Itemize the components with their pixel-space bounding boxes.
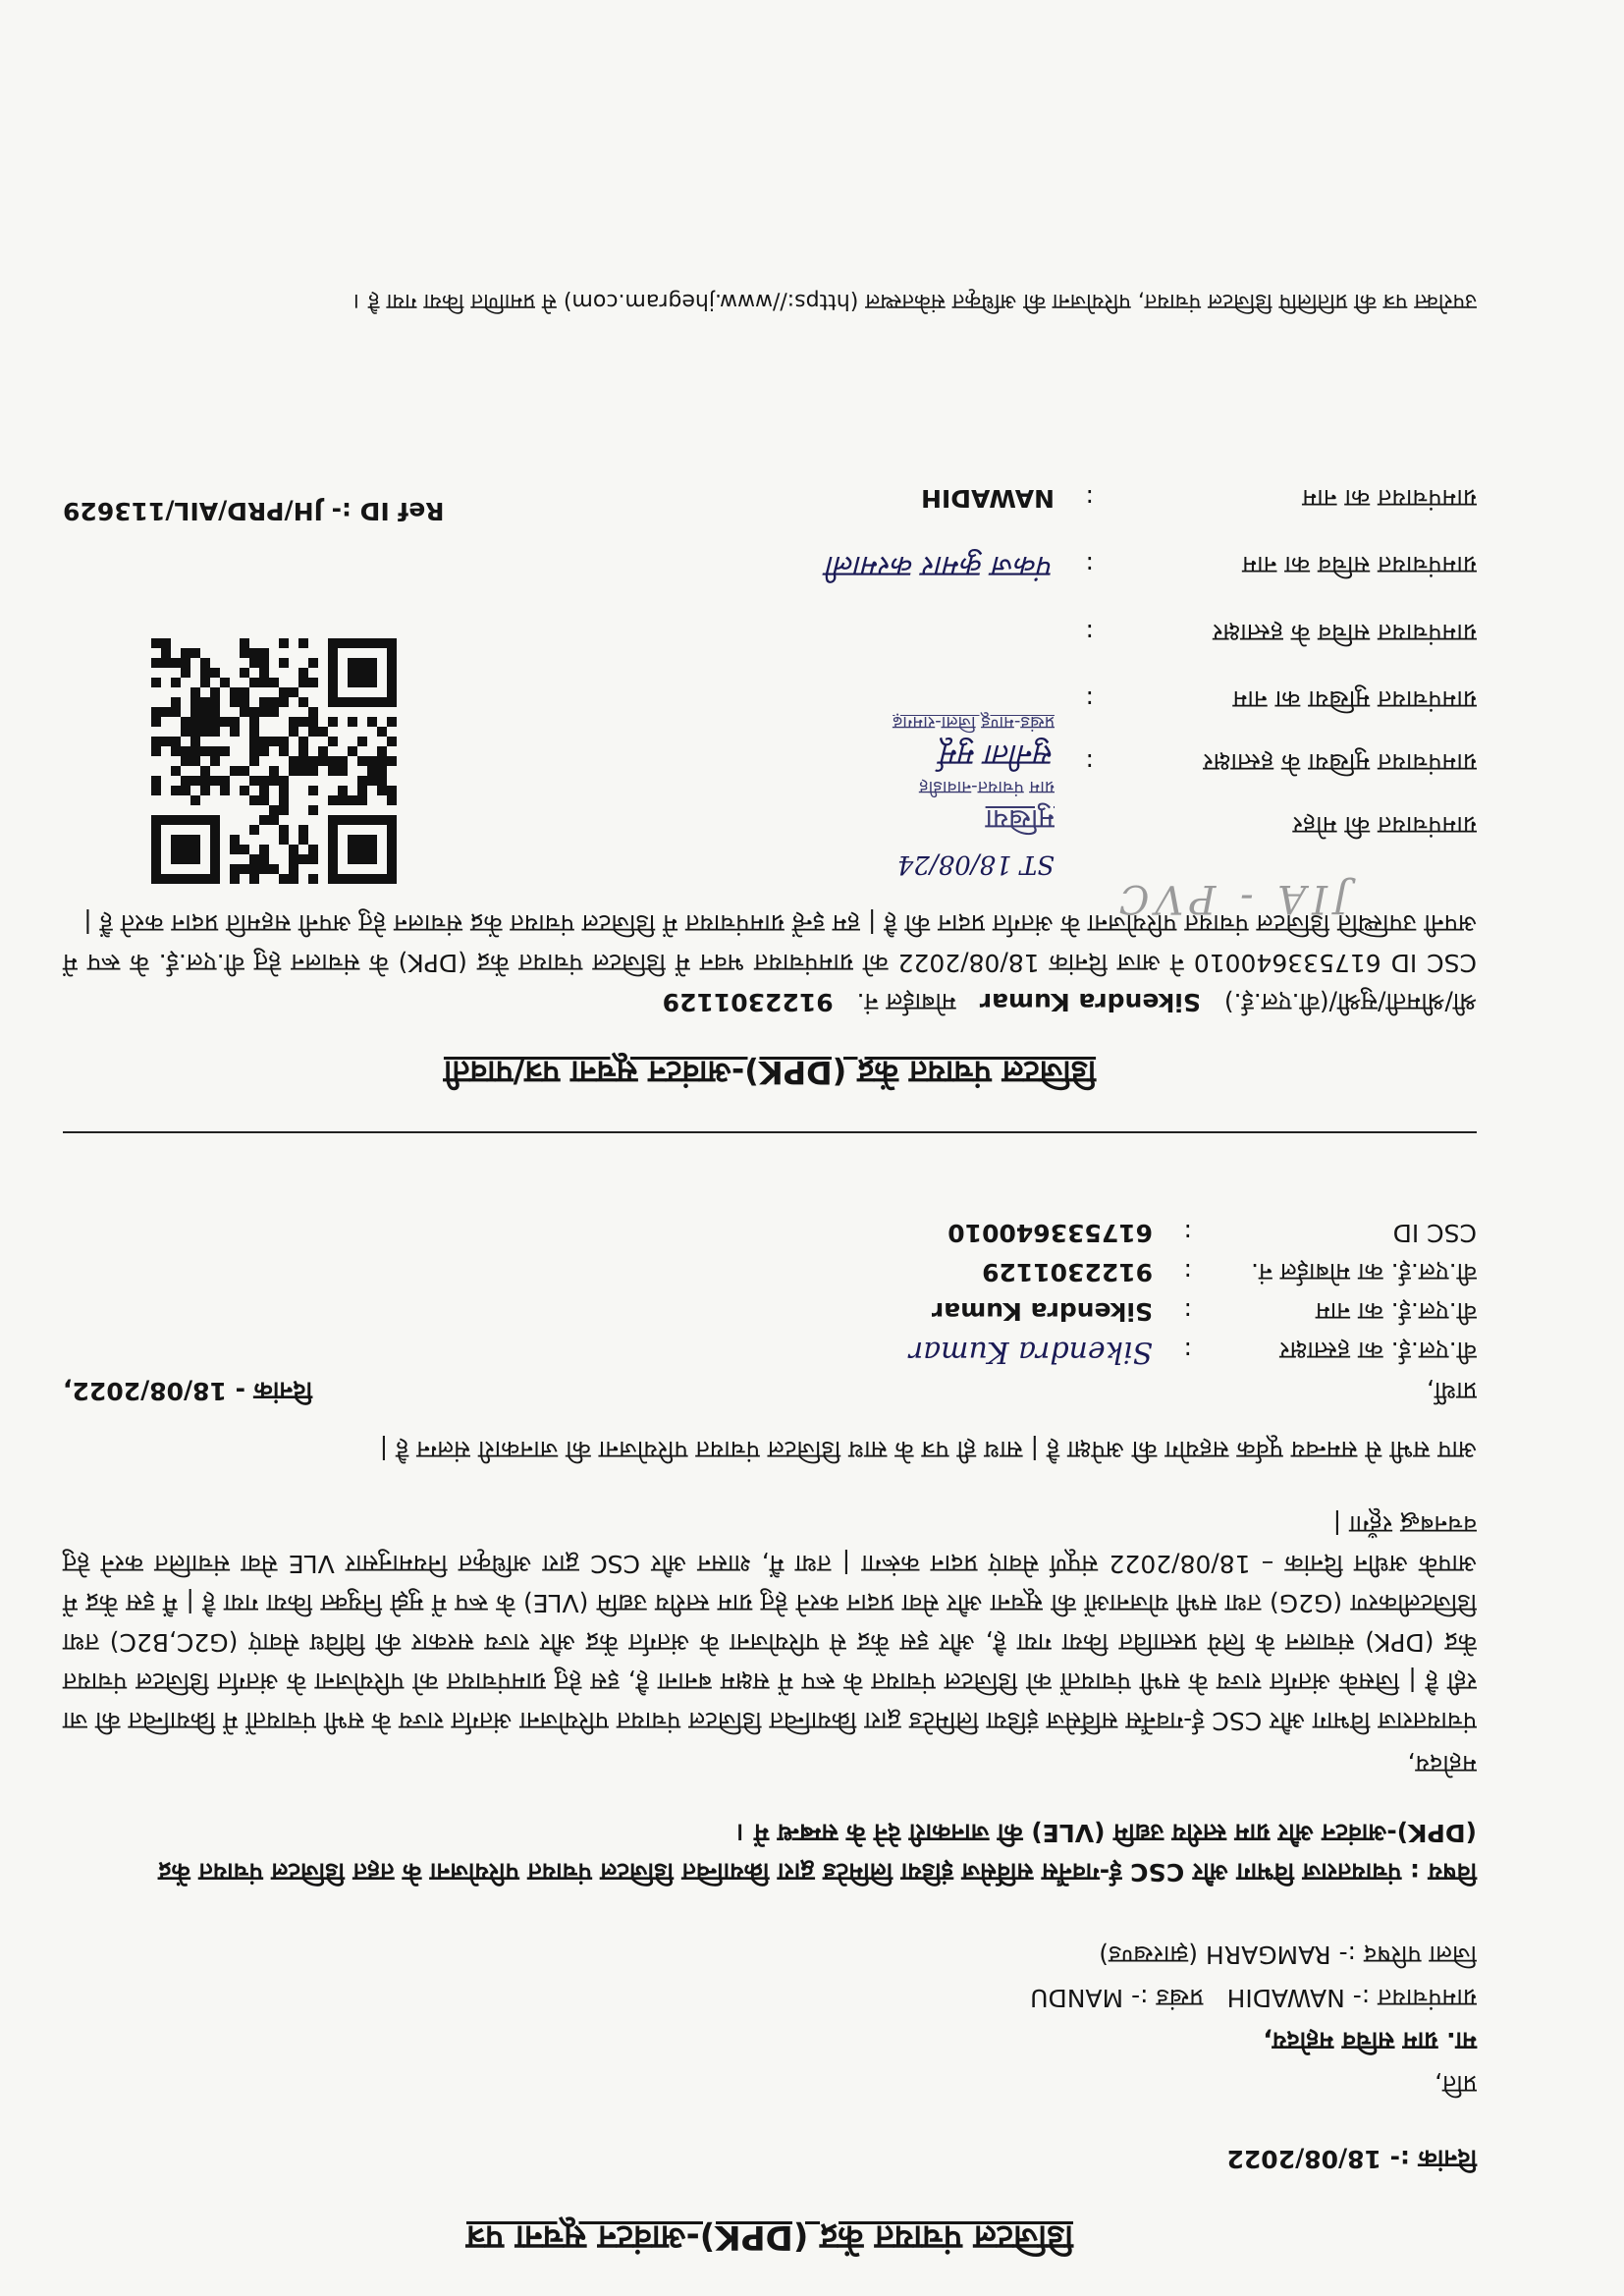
applicant-label: प्रार्थी,: [1426, 1377, 1477, 1405]
head-name-label: ग्रामपंचायत मुखिया का नाम: [1232, 685, 1477, 714]
vle-signature: Sikendra Kumar: [908, 1335, 1153, 1369]
vle-signature-block: [63, 1155, 1477, 1410]
acceptance-title: डिजिटल पंचायत केंद्र (DPK)-आवंटन सूचना पत्र/पावती: [443, 1054, 1097, 1091]
ref-id: Ref ID :- JH/PRD/AIL/113629: [63, 497, 445, 525]
vle-mobile-row: वी.एल.ई. का मोबाईल नं. : 9122301129: [888, 1252, 1477, 1291]
acceptance-body: CSC ID 617533640010 ने आज दिनांक 18/08/2022 को ग्रामपंचायत भवन में डिजिटल पंचायत केंद्र (DPK) के संचालन हेतु वी.एल.ई. के रूप में अपनी उपस्थिति डिजिटल पंचायत परियोजना के अंतर्गत प्रदान की है | हम इन्हें ग्रामपंचायत में डिजिटल पंचायत केंद्र संचालन हेतु अपनी सहमति प्रदान करते हैं |: [63, 909, 1477, 977]
secretary-sign-label: ग्रामपंचायत सचिव के हस्ताक्षर: [1213, 619, 1477, 647]
vle-signature-row: वी.एल.ई. का हस्ताक्षर : Sikendra Kumar: [888, 1331, 1477, 1371]
secretary-name: पंकज कुमार करमाली: [827, 549, 1055, 583]
qr-code: [151, 627, 397, 884]
vle-mobile: 9122301129: [982, 1258, 1153, 1286]
body-paragraph-1: पंचायतराज विभाग और CSC ई-गवर्नेंस सर्विसेज इंडिया लिमिटेड द्वारा क्रियान्वित डिजिटल पंचायत परियोजना अंतर्गत राज्य के सभी पंचायतों में क्रियान्वित की जा रही है | जिसके अंतर्गत राज्य के सभी पंचायतों को डिजिटल पंचायत के रूप में सक्षम बनाना है, इस हेतु ग्रामपंचायत को परियोजना के अंतर्गत डिजिटल पंचायत केंद्र (DPK) संचालन के लिये प्रस्तावित किया गया है, और इस केंद्र से परियोजना के अंतर्गत केंद्र और राज्य सरकार की विविध सेवाएं (G2C,B2C) तथा डिजिटलीकरण (G2G) तथा सभी योजनाओं की सूचना और सेवा प्रदान करने हेतु ग्राम स्तरीय उद्यमि (VLE) के रूप में मुझे नियुक्त किया गया है | मैं इस केंद्र में आपके अधीन दिनांक – 18/08/2022 संपूर्ण सेवाएं प्रदान करूंगा | तथा मैं, शासन और CSC द्वारा अधिकृत नियमानुसार VLE सेवा संचालित करने हेतु वचनबद्ध रहूँगा |: [63, 1510, 1477, 1735]
stamp-line-2: प्रखंड-माण्डू जिला-रामगढ़: [893, 712, 1055, 733]
applicant-date: दिनांक - 18/08/2022,: [63, 1377, 313, 1405]
stamp-signature: सुनीता मुर्मू: [942, 738, 1055, 772]
mukhiya-stamp: [701, 589, 1055, 884]
letter-subject: विषय : पंचायतराज विभाग और CSC ई-गवर्नेंस सर्विसेज इंडिया लिमिटेड द्वारा क्रियान्वित डिजिटल पंचायत परियोजना के तहत डिजिटल पंचायत केंद्र (DPK)-आवंटन और ग्राम स्तरीय उद्यमि (VLE) की जानकारी देने के सम्बन्ध में ।: [158, 1819, 1477, 1886]
secretary-name-row: ग्रामपंचायत सचिव का नाम : पंकज कुमार करमाली: [593, 545, 1477, 585]
stamp-line-1: ग्राम पंचायत-नावाडीह: [919, 777, 1055, 797]
address-block: [63, 1935, 1477, 2104]
head-sign-label: ग्रामपंचायत मुखिया के हस्ताक्षर: [1203, 748, 1477, 777]
acceptance-vle-line: [63, 982, 1477, 1021]
vle-sign-label: वी.एल.ई. का हस्ताक्षर: [1279, 1337, 1477, 1365]
panchayat-block-line: [63, 1978, 1477, 2017]
vle-mobile-label: वी.एल.ई. का मोबाईल नं.: [1250, 1258, 1477, 1286]
panchayat-name-label: ग्रामपंचायत का नाम: [1302, 484, 1477, 513]
pencil-note: JIA - PVC: [1112, 876, 1349, 921]
acceptance-prefix: श्री/श्रीमती/सुश्री/(वी.एल.ई.): [1223, 988, 1477, 1016]
vle-details: [888, 1213, 1477, 1410]
letter-date: दिनांक :- 18/08/2022: [1226, 2145, 1477, 2173]
secretary-sign-row: ग्रामपंचायत सचिव के हस्ताक्षर :: [593, 613, 1477, 652]
panchayat-name-row: ग्रामपंचायत का नाम : NAWADIH: [593, 478, 1477, 518]
panchayat-approval-block: [63, 334, 1477, 884]
head-sign-row: ग्रामपंचायत मुखिया के हस्ताक्षर :: [593, 742, 1477, 782]
vle-name-label: वी.एल.ई. का नाम: [1315, 1297, 1477, 1326]
panchayat-label: ग्रामपंचायत :- NAWADIH: [1226, 1984, 1477, 2012]
salutation: महोदय,: [1407, 1750, 1477, 1778]
addressee: मा. ग्राम सचिव महोदय,: [1263, 2027, 1477, 2055]
head-name-row: ग्रामपंचायत मुखिया का नाम :: [593, 680, 1477, 719]
letter-content: [63, 281, 1477, 2257]
csc-id-row: CSC ID : 617533640010: [888, 1213, 1477, 1252]
seal-label: ग्रामपंचायत की मोहर: [1292, 811, 1477, 840]
stamp-title: मुखिया: [985, 803, 1055, 836]
acceptance-mobile-label: मोबाईल नं.: [856, 988, 956, 1016]
letter-title: डिजिटल पंचायत केंद्र (DPK)-आवंटन सूचना पत्र: [465, 2217, 1074, 2257]
secretary-name-label: ग्रामपंचायत सचिव का नाम: [1242, 551, 1477, 579]
footer-note: उपरोक्त पत्र की प्रतिलिपि डिजिटल पंचायत, परियोजना की अधिकृत संकेतस्थल (https://www.jhegram.com) से प्रमाणित किया गया है ।: [352, 289, 1477, 313]
address-to: प्रति,: [1435, 2070, 1477, 2099]
vle-name-row: वी.एल.ई. का नाम : Sikendra Kumar: [888, 1291, 1477, 1331]
vle-name: Sikendra Kumar: [931, 1297, 1153, 1326]
acceptance-vle-name: Sikendra Kumar: [979, 988, 1201, 1016]
panchayat-name: NAWADIH: [921, 484, 1055, 513]
csc-id-label: CSC ID: [1392, 1219, 1477, 1247]
stamp-date: ST 18/08/24: [896, 849, 1055, 879]
section-divider: [63, 1131, 1477, 1133]
csc-id: 617533640010: [947, 1219, 1153, 1247]
qr-code-graphic: [151, 638, 397, 884]
district-label: जिला परिषद :- RAMGARH (झारखण्ड): [1099, 1941, 1477, 1969]
body-paragraph-2: आप सभी से समन्वय पूर्वक सहयोग की अपेक्षा है | साथ ही पत्र के साथ डिजिटल पंचायत परियोजना की जानकारी संलग्न है |: [379, 1436, 1477, 1464]
block-label: प्रखंड :- MANDU: [1030, 1984, 1204, 2012]
acceptance-mobile: 9122301129: [662, 988, 834, 1016]
